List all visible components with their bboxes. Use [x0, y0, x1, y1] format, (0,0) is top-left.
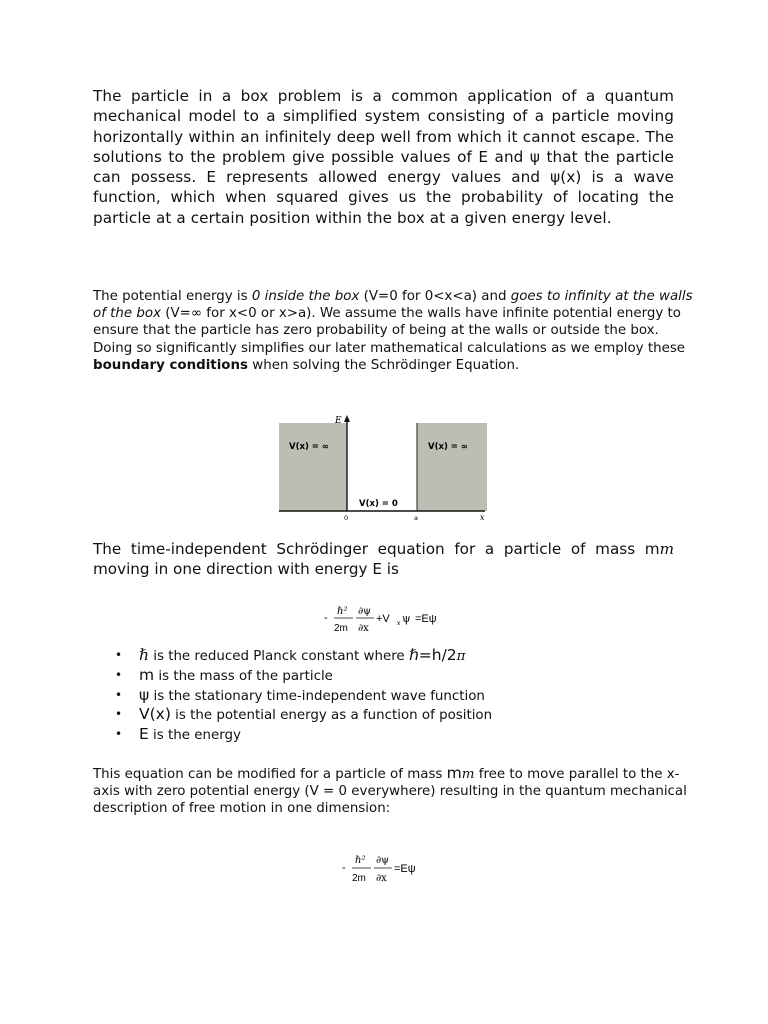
definition-text: is the potential energy as a function of position	[170, 708, 493, 724]
potential-energy-paragraph	[93, 288, 693, 374]
text-run: free to move parallel to the x-axis with zero potential energy (V = 0 everywhere) resulting in the quantum mechanical description of free motion in one dimension:	[93, 767, 687, 817]
intro-paragraph: The particle in a box problem is a common application of a quantum mechanical model to a simplified system consisting of a particle moving horizontally within an infinitely deep well from which it cannot escape. The solutions to the problem give possible values of E and ψ that the particle can possess. E represents allowed energy values and ψ(x) is a wave function, which when squared gives us the probability of locating the particle at a certain position within the box at a given energy level.	[93, 87, 674, 227]
list-item	[93, 646, 492, 666]
symbol: E	[139, 725, 149, 744]
symbol: V(x)	[139, 705, 171, 724]
formula: ℏ=h/2	[408, 646, 457, 664]
eq-plus-v: +V	[376, 613, 390, 625]
italic-run: 0 inside the box	[251, 289, 360, 304]
symbol: ψ	[139, 685, 150, 704]
a-label: a	[414, 514, 418, 522]
bullet-icon: •	[115, 687, 123, 702]
document-page	[93, 86, 693, 884]
definition-text: is the energy	[148, 728, 241, 744]
list-item	[93, 725, 492, 745]
eq-dpsi: ∂ψ	[358, 606, 372, 617]
mass-symbol-italic: m	[659, 540, 674, 558]
origin-label: 0	[344, 514, 349, 522]
text-run: when solving the Schrödinger Equation.	[248, 357, 520, 373]
left-region-label: V(x) = ∞	[289, 442, 329, 452]
y-axis-label: E	[335, 416, 342, 426]
text-run: is	[386, 560, 399, 579]
free-motion-paragraph	[93, 765, 693, 818]
left-wall-region	[279, 423, 347, 511]
schrodinger-intro-paragraph	[93, 539, 674, 580]
list-item	[93, 686, 492, 706]
bullet-icon: •	[115, 667, 123, 682]
schrodinger-equation	[321, 596, 461, 641]
eq-sub-x: x	[397, 620, 401, 627]
eq-hbar-squared: ℏ²	[355, 855, 366, 866]
pi-symbol: π	[456, 649, 466, 664]
eq-dx: ∂x	[358, 623, 369, 634]
eq-psi: ψ	[402, 612, 411, 625]
right-region-label: V(x) = ∞	[428, 442, 468, 452]
definition-text: is the reduced Planck constant where	[148, 649, 409, 664]
list-item	[93, 705, 492, 725]
text-run: This equation can be modified for a particle of mass	[93, 767, 447, 782]
energy-symbol: E	[372, 560, 382, 579]
text-run: The time-independent Schrödinger equation for a particle of mass	[93, 540, 645, 558]
middle-region-label: V(x) = 0	[359, 499, 398, 509]
bullet-icon: •	[115, 648, 123, 662]
eq-2m: 2m	[352, 873, 366, 884]
free-motion-equation	[339, 846, 439, 891]
bullet-icon: •	[115, 707, 123, 722]
eq-dpsi: ∂ψ	[376, 855, 390, 866]
text-run: (V=0 for 0<x<a) and	[359, 289, 511, 304]
right-wall-region	[417, 423, 487, 511]
bold-run: boundary conditions	[93, 357, 249, 373]
definition-text: is the stationary time-independent wave function	[149, 688, 485, 704]
text-run: (V=∞ for x<0 or x>a). We assume the walls have infinite potential energy to ensure that the particle has zero probability of being at the walls or outside the box. Doing so significantly simplifies our later mathematical calculations as we employ these	[93, 306, 686, 356]
eq-equals-e-psi: =Eψ	[394, 863, 416, 875]
italic-run: goes to infinity at the walls of the box	[93, 289, 693, 322]
definition-text: is the mass of the particle	[154, 668, 333, 684]
bullet-icon: •	[115, 727, 123, 742]
y-axis-arrow	[344, 415, 350, 422]
mass-symbol-italic: m	[461, 767, 475, 782]
symbol: m	[139, 665, 155, 684]
eq-equals-e-psi: =Eψ	[415, 613, 437, 625]
text-run: The potential energy is	[93, 289, 252, 304]
eq-minus: -	[324, 612, 328, 624]
eq-minus: -	[342, 862, 346, 874]
symbol-definitions-list	[93, 646, 492, 745]
eq-2m: 2m	[334, 623, 348, 634]
symbol: ℏ	[139, 646, 149, 664]
mass-symbol: m	[446, 764, 462, 782]
particle-in-box-diagram	[279, 413, 499, 523]
list-item	[93, 666, 492, 686]
eq-dx: ∂x	[376, 873, 387, 884]
eq-hbar-squared: ℏ²	[337, 606, 348, 617]
mass-symbol: m	[644, 540, 660, 558]
x-axis-label: x	[480, 513, 485, 522]
text-run: moving in one direction with energy	[93, 560, 373, 579]
